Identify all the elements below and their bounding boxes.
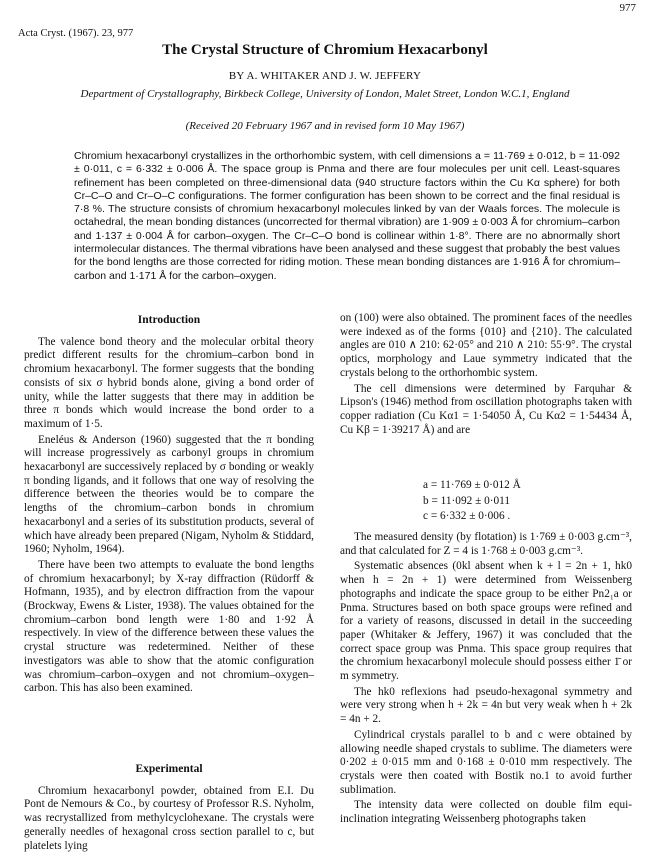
body-paragraph: on (100) were also obtained. The prominent faces of the needles were indexed as of the forms {010} and {210}. The calculated angles are 010 ∧ 210: 62·05° and 210 ∧ 210: 55·9°. The crystal optics, morphology and Laue symmetry indicated that the crystals belong to the orthorhombic system. bbox=[340, 312, 632, 379]
affiliation: Department of Crystallography, Birkbeck College, University of London, Malet Street, London W.C.1, England bbox=[80, 88, 570, 100]
abstract: Chromium hexacarbonyl crystallizes in the orthorhombic system, with cell dimensions a = 11·769 ± 0·012, b = 11·092 ± 0·011, c = 6·332 ± 0·006 Å. The space group is Pnma and there are four molecules per unit cell. Least-squares refinement has been completed on three-dimensional data (940 structure factors within the Cu Kα sphere) for both Cr–C–O and Cr–O–C configurations. The former configuration has been shown to be correct and the final residual is 7·8 %. The structure consists of chromium hexacarbonyl molecules linked by van der Waals forces. The molecule is octahedral, the mean bonding distances (uncorrected for thermal vibration) are 1·909 ± 0·003 Å for chromium–carbon and 1·137 ± 0·004 Å for carbon–oxygen. The Cr–C–O bond is collinear within 1·8°. There are no abnormally short intermolecular distances. The thermal vibrations have been analysed and these suggest that probably the best values for the bond lengths are those corrected for riding motion. These mean bonding distances are 1·916 Å for chromium–carbon and 1·171 Å for the carbon–oxygen. bbox=[74, 150, 620, 282]
experimental-heading: Experimental bbox=[135, 763, 203, 775]
right-column-top bbox=[340, 312, 632, 437]
experimental-section bbox=[24, 763, 314, 853]
body-paragraph: The cell dimensions were determined by Farquhar & Lipson's (1946) method from oscillation photographs taken with copper radiation (Cu Kα1 = 1·54050 Å, Cu Kα2 = 1·54434 Å, Cu Kβ = 1·39217 Å) and are bbox=[340, 382, 632, 436]
cell-dimension-b: b = 11·092 ± 0·011 bbox=[423, 494, 511, 507]
journal-citation: Acta Cryst. (1967). 23, 977 bbox=[18, 28, 134, 39]
cell-dimension-a: a = 11·769 ± 0·012 Å bbox=[423, 479, 521, 491]
received-date: (Received 20 February 1967 and in revised form 10 May 1967) bbox=[185, 120, 465, 132]
introduction-heading: Introduction bbox=[137, 314, 201, 326]
introduction-section bbox=[24, 314, 314, 696]
intro-paragraph: The valence bond theory and the molecular orbital theory predict different results for the chromium–carbon bond in chromium hexacarbonyl. The former suggests that the bonding consists of six σ hybrid bonds alone, giving a bond order of unity, while the latter suggests that there may in addition be three π bonds which would increase the bond order to a maximum of 1·5. bbox=[24, 335, 314, 430]
body-paragraph: Systematic absences (0kl absent when k + l = 2n + 1, hk0 when h = 2n + 1) were determined from Weissenberg photographs and indicate the space group to be either Pn2₁a or Pnma. Structures based on both space groups were refined and for a variety of reasons, discussed in detail in the succeeding paper (Whitaker & Jeffery, 1967) it was concluded that the correct space group was Pnma. This space group requires that the chromium hexacarbonyl molecule should possess either 1̄ or m symmetry. bbox=[340, 560, 632, 683]
intro-paragraph: Eneléus & Anderson (1960) suggested that the π bonding will increase progressively as carbonyl groups in chromium hexacarbonyl are successively replaced by σ bonding or weakly π bonding ligands, and it follows that one way of resolving the difference between the theories would be to compare the lengths of the chromium–carbon bonds in chromium hexacarbonyl and a series of its substitution products, several of which have already been prepared (Nigam, Nyholm & Stiddard, 1960; Nyholm, 1964). bbox=[24, 433, 314, 556]
authors: BY A. WHITAKER AND J. W. JEFFERY bbox=[228, 70, 422, 82]
body-paragraph: The hk0 reflexions had pseudo-hexagonal symmetry and were very strong when h + 2k = 4n but very weak when h + 2k = 4n + 2. bbox=[340, 685, 632, 726]
right-column-bottom bbox=[340, 531, 632, 827]
experimental-paragraph: Chromium hexacarbonyl powder, obtained from E.I. Du Pont de Nemours & Co., by courtesy of Professor R.S. Nyholm, was recrystallized from methylcyclohexane. The crystals were generally needles of hexagonal cross section parallel to c, but platelets lying bbox=[24, 784, 314, 852]
cell-dimension-c: c = 6·332 ± 0·006 . bbox=[423, 510, 511, 522]
body-paragraph: Cylindrical crystals parallel to b and c were obtained by allowing needle shaped crystals to sublime. The diameters were 0·202 ± 0·015 mm and 0·168 ± 0·010 mm respectively. The crystals were then coated with Bostik no.1 to avoid further sublimation. bbox=[340, 728, 632, 796]
body-paragraph: The measured density (by flotation) is 1·769 ± 0·003 g.cm⁻³, and that calculated for Z = 4 is 1·768 ± 0·003 g.cm⁻³. bbox=[340, 531, 632, 557]
body-paragraph: The intensity data were collected on double film equi-inclination integrating Weissenberg photographs taken bbox=[340, 799, 632, 826]
intro-paragraph: There have been two attempts to evaluate the bond lengths of chromium hexacarbonyl; by X-ray diffraction (Rüdorff & Hofmann, 1935), and by electron diffraction from the vapour (Brockway, Ewens & Lister, 1938). The values obtained for the chromium–carbon bond length were 1·80 and 1·92 Å respectively. In view of the difference between these values the crystal structure was redetermined. Neither of these investigators was able to show that the atomic configuration was chromium–carbon–oxygen and not chromium–oxygen–carbon. This has also been examined. bbox=[24, 558, 314, 695]
page-number: 977 bbox=[619, 2, 636, 14]
cell-dimensions bbox=[423, 478, 521, 525]
paper-title: The Crystal Structure of Chromium Hexacarbonyl bbox=[162, 42, 488, 58]
